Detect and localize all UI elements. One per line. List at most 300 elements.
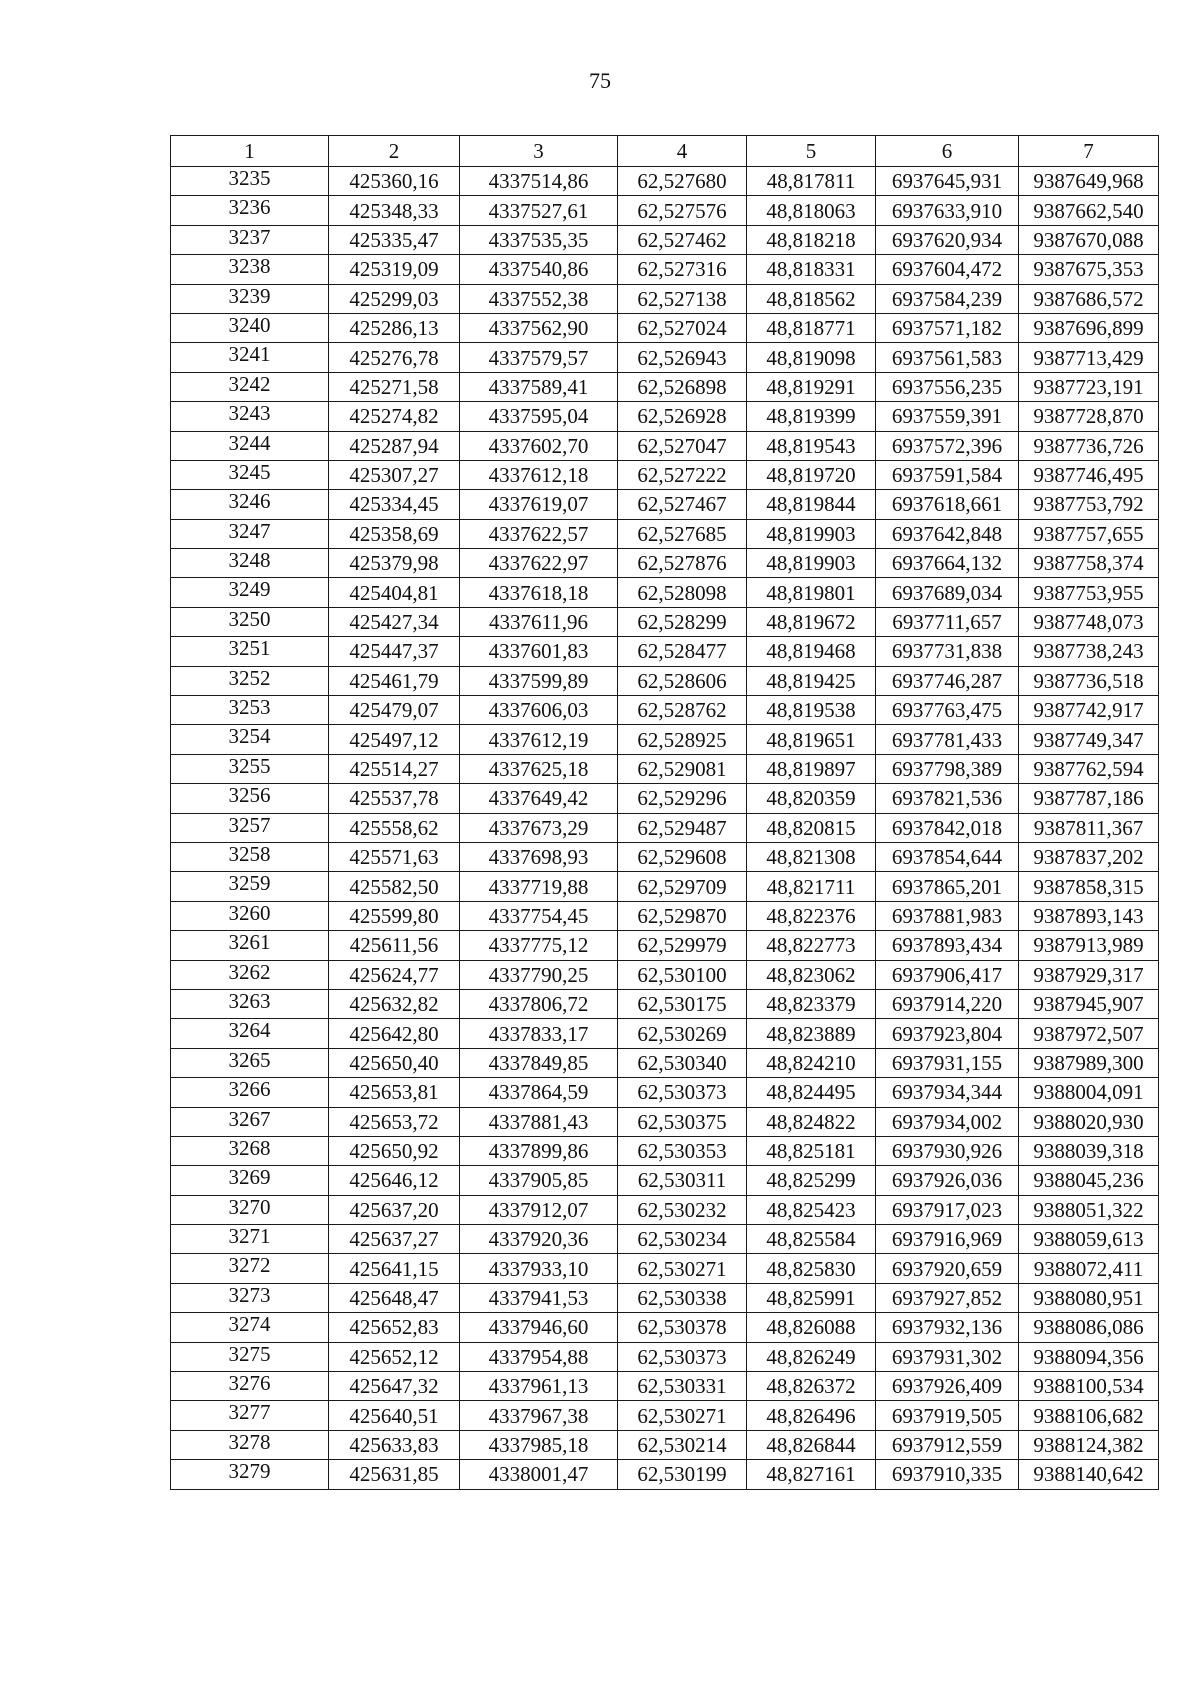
table-cell: 3238	[171, 255, 329, 284]
table-cell: 48,820815	[747, 813, 876, 842]
table-cell: 62,527467	[618, 490, 747, 519]
table-cell: 9387728,870	[1019, 402, 1159, 431]
table-cell: 62,530175	[618, 989, 747, 1018]
column-header: 1	[171, 136, 329, 167]
table-cell: 6937664,132	[876, 549, 1019, 578]
table-cell: 62,529081	[618, 754, 747, 783]
table-row	[171, 1225, 1159, 1254]
table-row	[171, 754, 1159, 783]
table-cell: 48,819425	[747, 666, 876, 695]
table-cell: 3279	[171, 1460, 329, 1489]
table-cell: 9387893,143	[1019, 901, 1159, 930]
table-cell: 4337881,43	[460, 1107, 618, 1136]
table-cell: 62,530234	[618, 1225, 747, 1254]
column-header: 4	[618, 136, 747, 167]
table-cell: 425379,98	[329, 549, 460, 578]
table-cell: 9388086,086	[1019, 1313, 1159, 1342]
table-cell: 425271,58	[329, 372, 460, 401]
table-cell: 6937934,344	[876, 1078, 1019, 1107]
table-cell: 425479,07	[329, 696, 460, 725]
table-cell: 3274	[171, 1313, 329, 1342]
table-cell: 3256	[171, 784, 329, 813]
table-cell: 48,826844	[747, 1430, 876, 1459]
table-cell: 6937934,002	[876, 1107, 1019, 1136]
table-cell: 425461,79	[329, 666, 460, 695]
table-cell: 425624,77	[329, 960, 460, 989]
table-row	[171, 431, 1159, 460]
table-cell: 6937926,036	[876, 1166, 1019, 1195]
table-cell: 3258	[171, 842, 329, 871]
table-cell: 9387945,907	[1019, 989, 1159, 1018]
table-cell: 62,529608	[618, 842, 747, 871]
table-row	[171, 460, 1159, 489]
table-cell: 48,819801	[747, 578, 876, 607]
table-cell: 3273	[171, 1283, 329, 1312]
table-cell: 48,819291	[747, 372, 876, 401]
table-cell: 48,825584	[747, 1225, 876, 1254]
table-cell: 62,527222	[618, 460, 747, 489]
table-cell: 4337899,86	[460, 1136, 618, 1165]
table-cell: 6937689,034	[876, 578, 1019, 607]
table-cell: 3260	[171, 901, 329, 930]
table-cell: 62,530311	[618, 1166, 747, 1195]
table-cell: 62,529979	[618, 931, 747, 960]
table-cell: 48,823062	[747, 960, 876, 989]
table-cell: 6937920,659	[876, 1254, 1019, 1283]
table-cell: 425650,40	[329, 1048, 460, 1077]
table-cell: 3275	[171, 1342, 329, 1371]
table-row	[171, 1283, 1159, 1312]
table-cell: 3267	[171, 1107, 329, 1136]
table-row	[171, 813, 1159, 842]
table-cell: 4337625,18	[460, 754, 618, 783]
table-cell: 425633,83	[329, 1430, 460, 1459]
table-cell: 3239	[171, 284, 329, 313]
table-cell: 425582,50	[329, 872, 460, 901]
table-row	[171, 196, 1159, 225]
table-cell: 48,818562	[747, 284, 876, 313]
table-cell: 3278	[171, 1430, 329, 1459]
table-cell: 62,530353	[618, 1136, 747, 1165]
table-cell: 9387989,300	[1019, 1048, 1159, 1077]
table-cell: 48,825991	[747, 1283, 876, 1312]
table-row	[171, 402, 1159, 431]
table-cell: 4337535,35	[460, 225, 618, 254]
table-cell: 3263	[171, 989, 329, 1018]
table-cell: 62,527462	[618, 225, 747, 254]
table-cell: 4337562,90	[460, 313, 618, 342]
table-cell: 425648,47	[329, 1283, 460, 1312]
table-cell: 6937919,505	[876, 1401, 1019, 1430]
column-header: 3	[460, 136, 618, 167]
table-cell: 4337849,85	[460, 1048, 618, 1077]
table-cell: 425637,27	[329, 1225, 460, 1254]
table-cell: 6937881,983	[876, 901, 1019, 930]
table-row	[171, 989, 1159, 1018]
table-cell: 4337920,36	[460, 1225, 618, 1254]
table-cell: 4337649,42	[460, 784, 618, 813]
table-row	[171, 1342, 1159, 1371]
table-cell: 4337612,18	[460, 460, 618, 489]
table-cell: 9387723,191	[1019, 372, 1159, 401]
table-cell: 3265	[171, 1048, 329, 1077]
table-cell: 425599,80	[329, 901, 460, 930]
table-cell: 48,819720	[747, 460, 876, 489]
table-cell: 6937618,661	[876, 490, 1019, 519]
table-cell: 4337601,83	[460, 637, 618, 666]
table-cell: 62,530373	[618, 1078, 747, 1107]
table-row	[171, 901, 1159, 930]
table-cell: 62,530378	[618, 1313, 747, 1342]
table-row	[171, 1019, 1159, 1048]
table-cell: 6937561,583	[876, 343, 1019, 372]
table-row	[171, 372, 1159, 401]
table-cell: 425287,94	[329, 431, 460, 460]
table-cell: 4337606,03	[460, 696, 618, 725]
table-row	[171, 1430, 1159, 1459]
table-cell: 4337540,86	[460, 255, 618, 284]
table-cell: 425537,78	[329, 784, 460, 813]
table-cell: 425558,62	[329, 813, 460, 842]
table-cell: 425427,34	[329, 607, 460, 636]
column-header: 7	[1019, 136, 1159, 167]
table-cell: 425650,92	[329, 1136, 460, 1165]
table-cell: 6937572,396	[876, 431, 1019, 460]
table-cell: 4337806,72	[460, 989, 618, 1018]
table-row	[171, 1254, 1159, 1283]
table-cell: 425497,12	[329, 725, 460, 754]
table-cell: 9387762,594	[1019, 754, 1159, 783]
table-cell: 6937798,389	[876, 754, 1019, 783]
table-cell: 6937711,657	[876, 607, 1019, 636]
table-cell: 425642,80	[329, 1019, 460, 1048]
table-cell: 9387749,347	[1019, 725, 1159, 754]
table-row	[171, 931, 1159, 960]
table-cell: 3248	[171, 549, 329, 578]
table-row	[171, 666, 1159, 695]
table-row	[171, 519, 1159, 548]
table-cell: 62,527876	[618, 549, 747, 578]
table-cell: 48,824495	[747, 1078, 876, 1107]
table-cell: 4337552,38	[460, 284, 618, 313]
table-cell: 62,527024	[618, 313, 747, 342]
table-cell: 9387753,955	[1019, 578, 1159, 607]
table-cell: 6937930,926	[876, 1136, 1019, 1165]
table-cell: 4337612,19	[460, 725, 618, 754]
table-cell: 6937910,335	[876, 1460, 1019, 1489]
table-cell: 48,818063	[747, 196, 876, 225]
table-cell: 4337602,70	[460, 431, 618, 460]
table-row	[171, 872, 1159, 901]
table-cell: 6937912,559	[876, 1430, 1019, 1459]
table-cell: 48,825181	[747, 1136, 876, 1165]
table-row	[171, 167, 1159, 196]
table-cell: 425307,27	[329, 460, 460, 489]
table-cell: 3244	[171, 431, 329, 460]
table-cell: 48,825299	[747, 1166, 876, 1195]
table-cell: 48,826372	[747, 1372, 876, 1401]
table-cell: 6937604,472	[876, 255, 1019, 284]
table-cell: 9388059,613	[1019, 1225, 1159, 1254]
table-cell: 3266	[171, 1078, 329, 1107]
table-cell: 48,822773	[747, 931, 876, 960]
table-cell: 3259	[171, 872, 329, 901]
table-cell: 9388140,642	[1019, 1460, 1159, 1489]
table-cell: 4337961,13	[460, 1372, 618, 1401]
table-cell: 425646,12	[329, 1166, 460, 1195]
table-cell: 3250	[171, 607, 329, 636]
table-cell: 3252	[171, 666, 329, 695]
table-cell: 48,817811	[747, 167, 876, 196]
table-cell: 6937906,417	[876, 960, 1019, 989]
table-cell: 425514,27	[329, 754, 460, 783]
table-cell: 48,818331	[747, 255, 876, 284]
table-cell: 48,819903	[747, 549, 876, 578]
table-cell: 3246	[171, 490, 329, 519]
table-cell: 62,530373	[618, 1342, 747, 1371]
table-cell: 4337954,88	[460, 1342, 618, 1371]
table-cell: 3255	[171, 754, 329, 783]
table-row	[171, 1460, 1159, 1489]
table-cell: 9388051,322	[1019, 1195, 1159, 1224]
table-row	[171, 960, 1159, 989]
table-cell: 9388004,091	[1019, 1078, 1159, 1107]
table-cell: 6937584,239	[876, 284, 1019, 313]
table-cell: 4337527,61	[460, 196, 618, 225]
table-cell: 4337619,07	[460, 490, 618, 519]
table-cell: 9387748,073	[1019, 607, 1159, 636]
table-cell: 9388106,682	[1019, 1401, 1159, 1430]
table-cell: 9388020,930	[1019, 1107, 1159, 1136]
table-cell: 62,530232	[618, 1195, 747, 1224]
table-cell: 6937842,018	[876, 813, 1019, 842]
table-cell: 48,818771	[747, 313, 876, 342]
coordinates-table	[170, 135, 1159, 1490]
table-row	[171, 284, 1159, 313]
column-header: 6	[876, 136, 1019, 167]
table-cell: 4337905,85	[460, 1166, 618, 1195]
table-row	[171, 1313, 1159, 1342]
table-cell: 48,824210	[747, 1048, 876, 1077]
table-cell: 6937571,182	[876, 313, 1019, 342]
table-cell: 62,530338	[618, 1283, 747, 1312]
table-cell: 3241	[171, 343, 329, 372]
table-cell: 3245	[171, 460, 329, 489]
table-cell: 6937781,433	[876, 725, 1019, 754]
table-cell: 48,819672	[747, 607, 876, 636]
table-cell: 9388045,236	[1019, 1166, 1159, 1195]
table-cell: 6937731,838	[876, 637, 1019, 666]
table-cell: 48,820359	[747, 784, 876, 813]
table-cell: 6937893,434	[876, 931, 1019, 960]
table-cell: 4337754,45	[460, 901, 618, 930]
table-body	[171, 167, 1159, 1490]
table-cell: 9388124,382	[1019, 1430, 1159, 1459]
table-cell: 48,826088	[747, 1313, 876, 1342]
table-cell: 48,819903	[747, 519, 876, 548]
table-row	[171, 1078, 1159, 1107]
table-cell: 425652,12	[329, 1342, 460, 1371]
table-cell: 48,819844	[747, 490, 876, 519]
table-cell: 4337595,04	[460, 402, 618, 431]
table-cell: 62,528925	[618, 725, 747, 754]
table-cell: 6937746,287	[876, 666, 1019, 695]
table-cell: 9387696,899	[1019, 313, 1159, 342]
table-cell: 62,529709	[618, 872, 747, 901]
table-cell: 62,527680	[618, 167, 747, 196]
table-cell: 425286,13	[329, 313, 460, 342]
table-cell: 62,530375	[618, 1107, 747, 1136]
table-cell: 48,819651	[747, 725, 876, 754]
table-cell: 48,819399	[747, 402, 876, 431]
table-cell: 62,528606	[618, 666, 747, 695]
table-cell: 4337912,07	[460, 1195, 618, 1224]
table-cell: 6937932,136	[876, 1313, 1019, 1342]
table-cell: 62,530271	[618, 1254, 747, 1283]
table-cell: 6937556,235	[876, 372, 1019, 401]
table-cell: 48,819543	[747, 431, 876, 460]
table-cell: 62,526928	[618, 402, 747, 431]
table-row	[171, 784, 1159, 813]
table-cell: 425276,78	[329, 343, 460, 372]
table-cell: 4337967,38	[460, 1401, 618, 1430]
table-cell: 425358,69	[329, 519, 460, 548]
table-cell: 9388072,411	[1019, 1254, 1159, 1283]
table-cell: 48,819098	[747, 343, 876, 372]
table-cell: 48,819897	[747, 754, 876, 783]
table-cell: 3264	[171, 1019, 329, 1048]
table-cell: 9387746,495	[1019, 460, 1159, 489]
table-cell: 4337579,57	[460, 343, 618, 372]
table-cell: 425274,82	[329, 402, 460, 431]
table-cell: 6937917,023	[876, 1195, 1019, 1224]
table-cell: 3272	[171, 1254, 329, 1283]
table-cell: 62,529487	[618, 813, 747, 842]
table-cell: 3243	[171, 402, 329, 431]
table-cell: 3247	[171, 519, 329, 548]
table-cell: 6937559,391	[876, 402, 1019, 431]
table-cell: 62,529870	[618, 901, 747, 930]
table-cell: 4337698,93	[460, 842, 618, 871]
table-cell: 62,530199	[618, 1460, 747, 1489]
table-cell: 3276	[171, 1372, 329, 1401]
table-cell: 6937923,804	[876, 1019, 1019, 1048]
table-row	[171, 1136, 1159, 1165]
table-cell: 9387686,572	[1019, 284, 1159, 313]
table-cell: 4337985,18	[460, 1430, 618, 1459]
table-cell: 6937591,584	[876, 460, 1019, 489]
table-cell: 3271	[171, 1225, 329, 1254]
table-cell: 3269	[171, 1166, 329, 1195]
table-cell: 4337514,86	[460, 167, 618, 196]
table-cell: 4337775,12	[460, 931, 618, 960]
table-cell: 6937927,852	[876, 1283, 1019, 1312]
table-cell: 3277	[171, 1401, 329, 1430]
table-cell: 425647,32	[329, 1372, 460, 1401]
table-cell: 62,527685	[618, 519, 747, 548]
table-row	[171, 343, 1159, 372]
table-cell: 4337589,41	[460, 372, 618, 401]
table-cell: 4337941,53	[460, 1283, 618, 1312]
table-row	[171, 490, 1159, 519]
table-cell: 4337622,57	[460, 519, 618, 548]
table-cell: 48,821308	[747, 842, 876, 871]
table-cell: 3257	[171, 813, 329, 842]
table-cell: 6937914,220	[876, 989, 1019, 1018]
table-cell: 3236	[171, 196, 329, 225]
table-cell: 425653,81	[329, 1078, 460, 1107]
table-cell: 425631,85	[329, 1460, 460, 1489]
table-cell: 4337719,88	[460, 872, 618, 901]
table-cell: 9387675,353	[1019, 255, 1159, 284]
table-cell: 4337933,10	[460, 1254, 618, 1283]
table-cell: 62,530271	[618, 1401, 747, 1430]
table-cell: 48,826249	[747, 1342, 876, 1371]
table-cell: 425299,03	[329, 284, 460, 313]
table-cell: 48,823379	[747, 989, 876, 1018]
table-cell: 4337673,29	[460, 813, 618, 842]
table-cell: 6937620,934	[876, 225, 1019, 254]
table-row	[171, 842, 1159, 871]
table-row	[171, 549, 1159, 578]
table-cell: 4337611,96	[460, 607, 618, 636]
table-row	[171, 1166, 1159, 1195]
table-cell: 9387670,088	[1019, 225, 1159, 254]
table-cell: 9387972,507	[1019, 1019, 1159, 1048]
table-cell: 425653,72	[329, 1107, 460, 1136]
table-cell: 62,530269	[618, 1019, 747, 1048]
table-row	[171, 1048, 1159, 1077]
table-cell: 425571,63	[329, 842, 460, 871]
table-cell: 3251	[171, 637, 329, 666]
table-row	[171, 607, 1159, 636]
table-cell: 425641,15	[329, 1254, 460, 1283]
table-cell: 6937931,302	[876, 1342, 1019, 1371]
table-cell: 62,528299	[618, 607, 747, 636]
table-cell: 4337599,89	[460, 666, 618, 695]
table-cell: 48,818218	[747, 225, 876, 254]
table-cell: 62,526943	[618, 343, 747, 372]
table-cell: 48,826496	[747, 1401, 876, 1430]
table-cell: 4338001,47	[460, 1460, 618, 1489]
table-cell: 3261	[171, 931, 329, 960]
table-cell: 9387758,374	[1019, 549, 1159, 578]
table-cell: 4337946,60	[460, 1313, 618, 1342]
table-cell: 62,527316	[618, 255, 747, 284]
table-cell: 9387736,518	[1019, 666, 1159, 695]
table-cell: 9387736,726	[1019, 431, 1159, 460]
table-cell: 62,527138	[618, 284, 747, 313]
table-cell: 9388039,318	[1019, 1136, 1159, 1165]
table-cell: 425637,20	[329, 1195, 460, 1224]
table-row	[171, 1372, 1159, 1401]
table-cell: 425632,82	[329, 989, 460, 1018]
table-row	[171, 1401, 1159, 1430]
table-cell: 62,526898	[618, 372, 747, 401]
table-cell: 4337790,25	[460, 960, 618, 989]
table-cell: 9387662,540	[1019, 196, 1159, 225]
table-cell: 3240	[171, 313, 329, 342]
table-cell: 6937763,475	[876, 696, 1019, 725]
table-cell: 4337833,17	[460, 1019, 618, 1048]
table-cell: 62,530100	[618, 960, 747, 989]
table-cell: 6937633,910	[876, 196, 1019, 225]
table-cell: 6937821,536	[876, 784, 1019, 813]
table-header-row	[171, 136, 1159, 167]
table-cell: 62,528098	[618, 578, 747, 607]
table-cell: 425447,37	[329, 637, 460, 666]
table-cell: 3270	[171, 1195, 329, 1224]
